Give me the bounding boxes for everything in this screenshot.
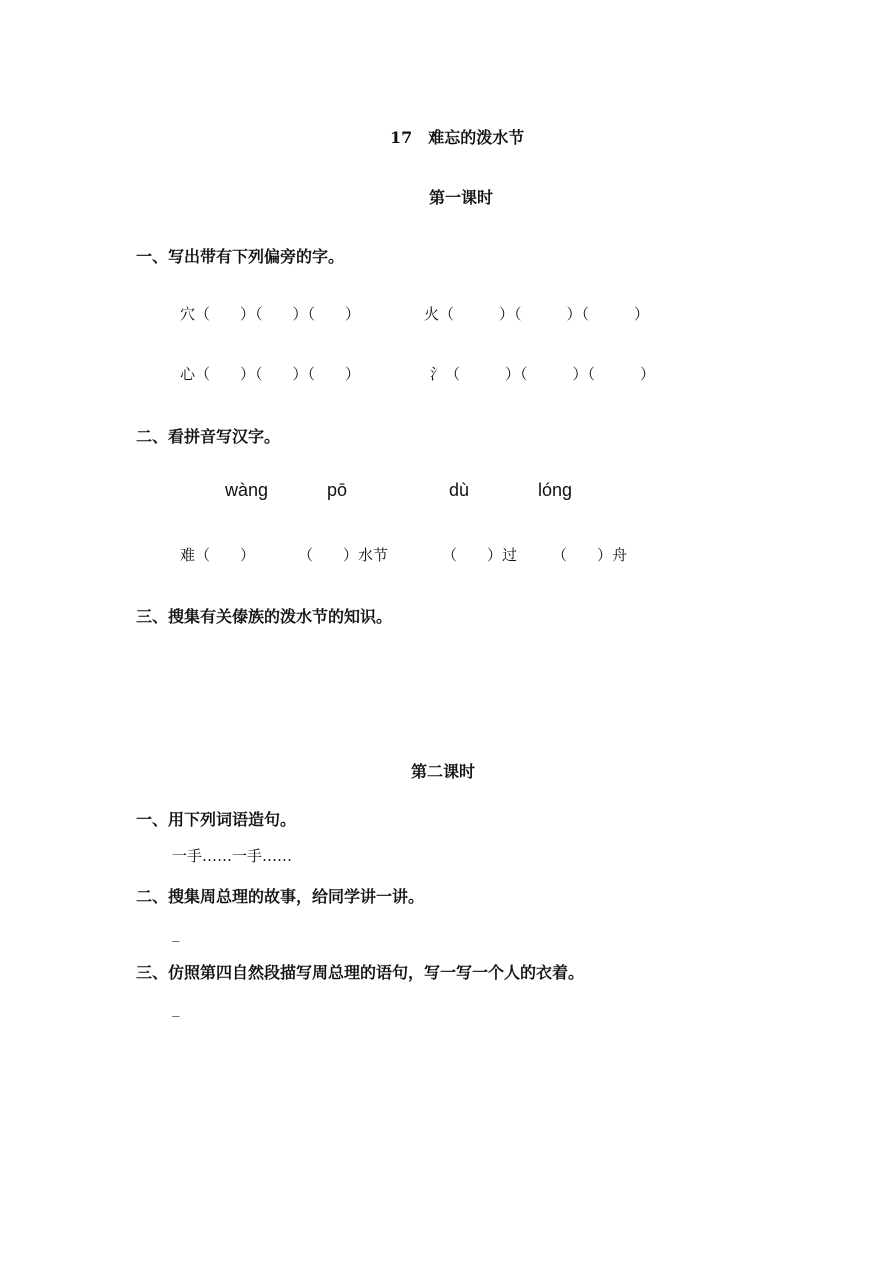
word-blank-2[interactable]: （ ）水节 — [298, 546, 389, 564]
radical-row2-right[interactable]: 氵（ ）（ ）（ ） — [430, 365, 656, 383]
lesson1-q2-prompt: 二、看拼音写汉字。 — [136, 427, 281, 446]
word-blank-3[interactable]: （ ）过 — [442, 546, 518, 564]
lesson2-q2-prompt: 二、搜集周总理的故事，给同学讲一讲。 — [136, 887, 425, 906]
pinyin-wang: wàng — [225, 480, 269, 500]
lesson2-q1-prompt: 一、用下列词语造句。 — [136, 810, 297, 829]
radical-row1-left[interactable]: 穴（ ）（ ）（ ） — [180, 305, 361, 323]
radical-row1-right[interactable]: 火（ ）（ ）（ ） — [424, 305, 650, 323]
word-blank-4[interactable]: （ ）舟 — [552, 546, 628, 564]
lesson2-q3-answer-line[interactable]: _ — [172, 999, 180, 1017]
page-title: 17 难忘的泼水节 — [390, 128, 525, 147]
radical-row2-left[interactable]: 心（ ）（ ）（ ） — [180, 365, 361, 383]
lesson1-q1-prompt: 一、写出带有下列偏旁的字。 — [136, 247, 345, 266]
lesson2-heading: 第二课时 — [411, 762, 476, 781]
lesson1-q3-prompt: 三、搜集有关傣族的泼水节的知识。 — [136, 607, 393, 626]
lesson2-q3-prompt: 三、仿照第四自然段描写周总理的语句，写一写一个人的衣着。 — [136, 963, 585, 982]
pinyin-long: lóng — [538, 480, 573, 500]
lesson2-q2-answer-line[interactable]: _ — [172, 924, 180, 942]
word-blank-1[interactable]: 难（ ） — [180, 546, 256, 564]
pinyin-po: pō — [327, 480, 348, 500]
lesson1-heading: 第一课时 — [429, 188, 494, 207]
lesson2-q1-phrase: 一手……一手…… — [172, 847, 293, 865]
pinyin-du: dù — [449, 480, 470, 500]
